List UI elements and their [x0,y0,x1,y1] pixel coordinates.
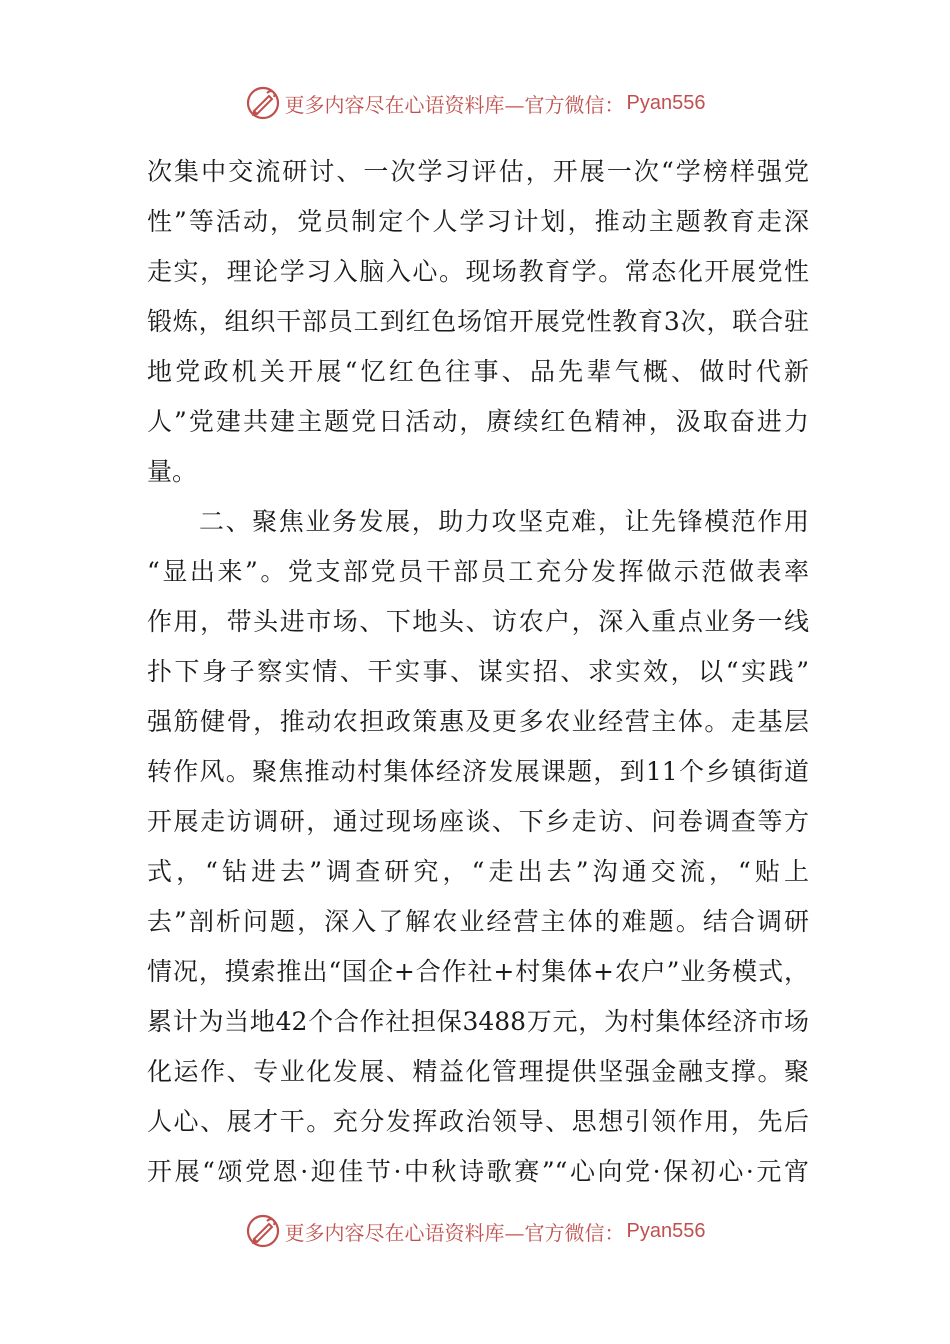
text-line: 开展走访调研，通过现场座谈、下乡走访、问卷调查等方 [147,807,809,836]
wechat-id: Pyan556 [626,1219,706,1242]
header-watermark-banner [0,83,950,123]
text-line: 情况，摸索推出“国企+合作社+村集体+农户”业务模式， [147,957,809,986]
paragraph-2 [147,497,809,1197]
text-line: 扑下身子察实情、干实事、谋实招、求实效，以“实践” [147,657,809,686]
text-line: 累计为当地42个合作社担保3488万元，为村集体经济市场 [147,1007,809,1036]
text-line: 次集中交流研讨、一次学习评估，开展一次“学榜样强党 [147,157,809,186]
text-line: 地党政机关开展“忆红色往事、品先辈气概、做时代新 [147,357,809,386]
section-heading-line: 二、聚焦业务发展，助力攻坚克难，让先锋模范作用 [199,507,809,536]
document-body [147,147,809,1197]
text-line: 作用，带头进市场、下地头、访农户，深入重点业务一线 [147,607,809,636]
banner-text: 更多内容尽在心语资料库—官方微信： [284,92,625,117]
pen-logo-icon [245,1213,281,1249]
text-line: 开展“颂党恩·迎佳节·中秋诗歌赛”“心向党·保初心·元宵 [147,1157,809,1186]
pen-logo-icon [245,85,281,121]
text-line: 去”剖析问题，深入了解农业经营主体的难题。结合调研 [147,907,809,936]
text-line: 转作风。聚焦推动村集体经济发展课题，到11个乡镇街道 [147,757,809,786]
banner-text: 更多内容尽在心语资料库—官方微信： [284,1220,625,1245]
footer-watermark-banner [0,1211,950,1251]
text-line: 人”党建共建主题党日活动，赓续红色精神，汲取奋进力 [147,407,809,436]
wechat-id: Pyan556 [626,91,706,114]
text-line: 式，“钻进去”调查研究，“走出去”沟通交流，“贴上 [147,857,809,886]
text-line: “显出来”。党支部党员干部员工充分发挥做示范做表率 [147,557,809,586]
text-line: 量。 [147,457,198,486]
text-line: 强筋健骨，推动农担政策惠及更多农业经营主体。走基层 [147,707,809,736]
paragraph-1 [147,147,809,497]
text-line: 人心、展才干。充分发挥政治领导、思想引领作用，先后 [147,1107,809,1136]
text-line: 锻炼，组织干部员工到红色场馆开展党性教育3次，联合驻 [147,307,809,336]
text-line: 化运作、专业化发展、精益化管理提供坚强金融支撑。聚 [147,1057,809,1086]
text-line: 性”等活动，党员制定个人学习计划，推动主题教育走深 [147,207,809,236]
text-line: 走实，理论学习入脑入心。现场教育学。常态化开展党性 [147,257,809,286]
